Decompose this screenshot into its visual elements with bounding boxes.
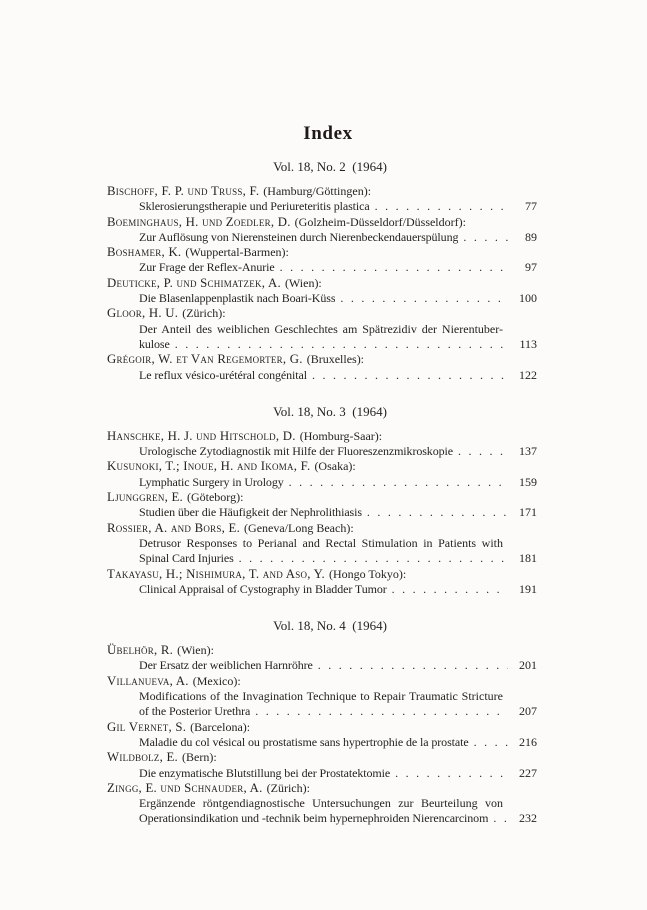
entry-title-line	[139, 230, 537, 245]
volume-section	[107, 159, 537, 383]
entry-page-number: 181	[519, 551, 537, 566]
entry-affiliation: (Osaka):	[314, 459, 356, 474]
dot-leader	[280, 260, 508, 275]
entry-title-block	[139, 582, 537, 597]
entry-title-text: Die enzymatische Blutstillung bei der Prostatektomie	[139, 765, 391, 780]
entry-authors: Bischoff, F. P. und Truss, F.	[107, 184, 260, 198]
index-entry	[107, 567, 537, 598]
entry-title-text: Zur Frage der Reflex-Anurie	[139, 260, 275, 275]
section-heading: Vol. 18, No. 2 (1964)	[273, 159, 387, 174]
entry-authors: Takayasu, H.; Nishimura, T. and Aso, Y.	[107, 566, 325, 581]
entry-authors: Ljunggren, E.	[107, 490, 183, 505]
entry-title-text: Die Blasenlappenplastik nach Boari-Küss	[139, 291, 336, 306]
entry-page-number: 207	[519, 704, 537, 719]
index-entry	[107, 750, 537, 781]
entry-affiliation: (Homburg-Saar):	[299, 428, 383, 443]
dot-leader	[392, 582, 508, 597]
index-entry	[107, 459, 537, 490]
entry-author-line	[107, 781, 537, 796]
entry-authors: Boeminghaus, H. und Zoedler, D.	[107, 214, 291, 229]
index-entry	[107, 184, 537, 215]
index-entry	[107, 674, 537, 720]
entry-page-number: 113	[519, 336, 537, 351]
dot-leader	[493, 811, 508, 826]
entry-title-text: Operationsindikation und -technik beim hypernephroiden Nierencarcinom	[139, 811, 489, 826]
entry-title-block	[139, 230, 537, 245]
entry-author-line	[107, 459, 537, 474]
entry-title-text: Spinal Card Injuries	[139, 551, 234, 566]
entry-title-line	[139, 291, 537, 306]
entry-title-block	[139, 475, 537, 490]
entry-title-line	[139, 444, 537, 459]
entry-affiliation: (Hamburg/Göttingen):	[263, 184, 372, 198]
entry-title-line	[139, 735, 537, 750]
entry-page-number: 232	[519, 811, 537, 826]
dot-leader	[340, 291, 508, 306]
dot-leader	[474, 735, 508, 750]
entry-affiliation: (Wien):	[177, 643, 214, 658]
entry-title-text: Maladie du col vésical ou prostatisme sans hypertrophie de la prostate	[139, 734, 469, 749]
entry-title-block	[139, 322, 537, 353]
index-entry	[107, 521, 537, 567]
entry-title-text: kulose	[139, 336, 170, 351]
entry-title-text: Urologische Zytodiagnostik mit Hilfe der Fluoreszenzmikroskopie	[139, 444, 453, 459]
entry-title-line	[139, 199, 537, 214]
entry-affiliation: (Wuppertal-Barmen):	[185, 245, 289, 260]
dot-leader	[375, 199, 508, 214]
entry-title-line: Ergänzende röntgendiagnostische Untersuchungen zur Beurteilung von	[139, 796, 503, 811]
entry-affiliation: (Mexico):	[192, 673, 241, 688]
entry-page-number: 227	[519, 765, 537, 780]
entry-title-line	[139, 658, 537, 673]
entry-authors: Übelhör, R.	[107, 643, 174, 658]
entry-affiliation: (Zürich):	[182, 306, 226, 321]
entry-author-line	[107, 429, 537, 444]
entry-title-line	[139, 704, 537, 719]
entry-author-line	[107, 215, 537, 230]
entry-affiliation: (Barcelona):	[190, 719, 251, 734]
entry-affiliation: (Golzheim-Düsseldorf/Düsseldorf):	[294, 214, 466, 229]
dot-leader	[458, 444, 508, 459]
entry-authors: Gloor, H. U.	[107, 306, 179, 321]
dot-leader	[289, 475, 508, 490]
index-entry	[107, 245, 537, 276]
dot-leader	[463, 230, 508, 245]
entry-page-number: 191	[519, 581, 537, 596]
index-entry	[107, 429, 537, 460]
entry-author-line	[107, 184, 537, 199]
dot-leader	[175, 337, 508, 352]
entry-page-number: 216	[519, 734, 537, 749]
entry-title-block	[139, 444, 537, 459]
entry-page-number: 201	[519, 658, 537, 673]
entry-title-line	[139, 551, 537, 566]
dot-leader	[318, 658, 508, 673]
dot-leader	[239, 551, 508, 566]
entry-page-number: 171	[519, 505, 537, 520]
entry-author-line	[107, 245, 537, 260]
entry-title-block	[139, 689, 537, 720]
section-heading: Vol. 18, No. 3 (1964)	[273, 403, 387, 419]
entry-title-line	[139, 337, 537, 352]
volume-section	[107, 404, 537, 597]
entry-title-block	[139, 735, 537, 750]
entry-title-block	[139, 291, 537, 306]
entry-author-line	[107, 306, 537, 321]
entry-title-line	[139, 368, 537, 383]
entry-authors: Deuticke, P. und Schimatzek, A.	[107, 275, 281, 290]
entry-title-block	[139, 505, 537, 520]
entry-affiliation: (Wien):	[284, 275, 322, 290]
entry-authors: Zingg, E. und Schnauder, A.	[107, 780, 263, 795]
entry-title-block	[139, 766, 537, 781]
dot-leader	[312, 368, 508, 383]
entry-title-text: Studien über die Häufigkeit der Nephrolithiasis	[139, 505, 362, 520]
entry-author-line	[107, 567, 537, 582]
entry-authors: Grégoir, W. et Van Regemorter, G.	[107, 352, 303, 367]
entry-title-line: Detrusor Responses to Perianal and Rectal Stimulation in Patients with	[139, 535, 503, 550]
entry-page-number: 122	[519, 367, 537, 382]
entry-author-line	[107, 521, 537, 536]
entry-authors: Boshamer, K.	[107, 245, 182, 260]
entry-list	[107, 429, 537, 597]
entry-authors: Kusunoki, T.; Inoue, H. and Ikoma, F.	[107, 459, 311, 474]
entry-title-line	[139, 505, 537, 520]
entry-title-text: of the Posterior Urethra	[139, 704, 251, 719]
entry-page-number: 97	[525, 260, 537, 275]
entry-page-number: 159	[519, 474, 537, 489]
entry-title-line	[139, 475, 537, 490]
entry-title-block	[139, 368, 537, 383]
index-entry	[107, 490, 537, 521]
entry-author-line	[107, 352, 537, 367]
entry-title-block	[139, 796, 537, 827]
index-entry	[107, 306, 537, 352]
index-entry	[107, 276, 537, 307]
entry-title-line: Modifications of the Invagination Technique to Repair Traumatic Stricture	[139, 689, 503, 704]
index-entry	[107, 215, 537, 246]
entry-title-line: Der Anteil des weiblichen Geschlechtes am Spätrezidiv der Nierentuber-	[139, 321, 503, 336]
entry-author-line	[107, 750, 537, 765]
entry-author-line	[107, 720, 537, 735]
entry-title-block	[139, 199, 537, 214]
entry-authors: Hanschke, H. J. und Hitschold, D.	[107, 428, 296, 443]
entry-affiliation: (Geneva/Long Beach):	[244, 520, 354, 535]
page-title: Index	[303, 123, 353, 144]
entry-title-text: Zur Auflösung von Nierensteinen durch Nierenbeckendauerspülung	[139, 229, 459, 244]
entry-page-number: 77	[525, 199, 537, 214]
entry-title-block	[139, 658, 537, 673]
entry-title-block	[139, 260, 537, 275]
entry-author-line	[107, 674, 537, 689]
entry-page-number: 100	[519, 291, 537, 306]
dot-leader	[367, 505, 508, 520]
dot-leader	[255, 704, 508, 719]
entry-title-text: Le reflux vésico-urétéral congénital	[139, 367, 307, 382]
sections-container	[107, 159, 537, 827]
entry-title-text: Lymphatic Surgery in Urology	[139, 474, 284, 489]
entry-authors: Gil Vernet, S.	[107, 719, 187, 734]
entry-title-line	[139, 260, 537, 275]
entry-authors: Villanueva, A.	[107, 673, 189, 688]
entry-list	[107, 643, 537, 827]
entry-list	[107, 184, 537, 383]
entry-affiliation: (Hongo Tokyo):	[328, 566, 407, 581]
entry-affiliation: (Göteborg):	[186, 490, 244, 505]
entry-affiliation: (Zürich):	[266, 780, 310, 795]
index-entry	[107, 352, 537, 383]
entry-title-line	[139, 811, 537, 826]
volume-section	[107, 618, 537, 827]
entry-title-line	[139, 766, 537, 781]
index-entry	[107, 643, 537, 674]
entry-affiliation: (Bruxelles):	[306, 352, 365, 367]
entry-author-line	[107, 643, 537, 658]
entry-title-text: Sklerosierungstherapie und Periureteritis plastica	[139, 199, 370, 214]
dot-leader	[395, 766, 508, 781]
entry-authors: Rossier, A. and Bors, E.	[107, 520, 241, 535]
entry-page-number: 89	[525, 229, 537, 244]
entry-author-line	[107, 276, 537, 291]
entry-affiliation: (Bern):	[182, 750, 217, 765]
section-heading: Vol. 18, No. 4 (1964)	[273, 618, 387, 634]
entry-author-line	[107, 490, 537, 505]
index-content	[107, 122, 537, 827]
entry-title-line	[139, 582, 537, 597]
entry-authors: Wildbolz, E.	[107, 750, 178, 765]
index-entry	[107, 781, 537, 827]
entry-page-number: 137	[519, 444, 537, 459]
entry-title-block	[139, 536, 537, 567]
index-entry	[107, 720, 537, 751]
entry-title-text: Der Ersatz der weiblichen Harnröhre	[139, 658, 313, 673]
entry-title-text: Clinical Appraisal of Cystography in Bladder Tumor	[139, 581, 387, 596]
